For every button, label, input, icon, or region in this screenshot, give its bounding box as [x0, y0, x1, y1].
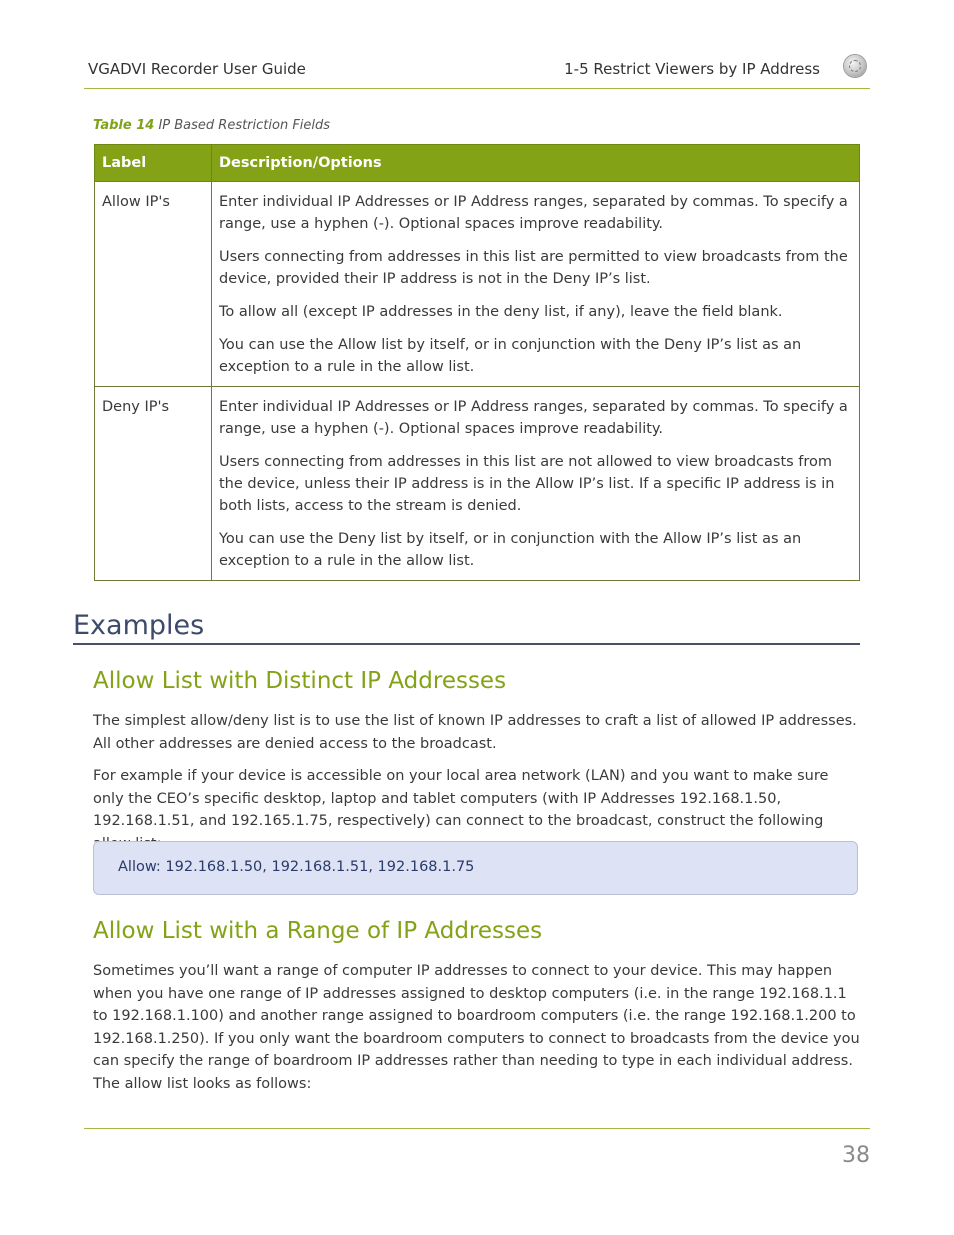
- row-label: Deny IP's: [95, 387, 212, 581]
- section-title: 1-5 Restrict Viewers by IP Address: [564, 60, 820, 78]
- range-paragraph-1: Sometimes you’ll want a range of computer IP addresses to connect to your device. This may happen when you have one range of IP addresses assigned to desktop computers (i.e. in the range 192.168.1.1 to 192.168.1.100) and another range assigned to boardroom computers (i.e. the range 192.168.1.200 to 192.168.1.250). If you only want the boardroom computers to connect to broadcasts from the device you can specify the range of boardroom IP addresses rather than needing to type in each individual address. The allow list looks as follows:: [93, 963, 860, 1092]
- distinct-paragraph-2: For example if your device is accessible on your local area network (LAN) and you want to make sure only the CEO’s specific desktop, laptop and tablet computers (with IP Addresses 192.168.1.50, 192.168.1.51, and 192.165.1.75, respectively) can connect to the broadcast, construct the following: [93, 768, 829, 829]
- column-header-label: Label: [95, 145, 212, 182]
- table-caption-number: Table 14: [93, 118, 155, 133]
- allow-list-code-box: [93, 841, 858, 895]
- page-number: 38: [842, 1143, 870, 1168]
- table-row-allow: [95, 182, 860, 387]
- row-description: [212, 182, 860, 387]
- column-header-description: Description/Options: [212, 145, 860, 182]
- page-header: [84, 52, 870, 89]
- range-heading: Allow List with a Range of IP Addresses: [93, 918, 543, 944]
- distinct-paragraph-1: The simplest allow/deny list is to use the list of known IP addresses to craft a list of allowed IP addresses. All other addresses are denied access to the broadcast.: [93, 713, 857, 752]
- table-header-row: [95, 145, 860, 182]
- page-footer: [84, 1128, 870, 1168]
- description-paragraph: Users connecting from addresses in this list are not allowed to view broadcasts from the device, unless their IP address is in the Allow IP’s list. If a specific IP address is in both lists, access to the stream is denied.: [219, 454, 835, 514]
- document-title: VGADVI Recorder User Guide: [88, 60, 306, 78]
- allow-list-code: Allow: 192.168.1.50, 192.168.1.51, 192.168.1.75: [118, 859, 475, 875]
- description-paragraph: You can use the Deny list by itself, or in conjunction with the Allow IP’s list as an exception to a rule in the allow list.: [219, 531, 802, 569]
- table-row-deny: [95, 387, 860, 581]
- round-silver-logo-icon: [844, 55, 866, 77]
- row-description: [212, 387, 860, 581]
- description-paragraph: You can use the Allow list by itself, or in conjunction with the Deny IP’s list as an exception to a rule in the allow list.: [219, 337, 802, 375]
- description-paragraph: Enter individual IP Addresses or IP Address ranges, separated by commas. To specify a range, use a hyphen (-). Optional spaces improve readability.: [219, 194, 848, 232]
- description-paragraph: Users connecting from addresses in this list are permitted to view broadcasts from the device, provided their IP address is not in the Deny IP’s list.: [219, 249, 848, 287]
- row-label: Allow IP's: [95, 182, 212, 387]
- table-caption-text: IP Based Restriction Fields: [158, 118, 331, 133]
- description-paragraph: Enter individual IP Addresses or IP Address ranges, separated by commas. To specify a range, use a hyphen (-). Optional spaces improve readability.: [219, 399, 848, 437]
- examples-heading: Examples: [73, 610, 860, 645]
- ip-restriction-table: [94, 144, 860, 581]
- description-paragraph: To allow all (except IP addresses in the deny list, if any), leave the field blank.: [219, 304, 783, 320]
- distinct-heading: Allow List with Distinct IP Addresses: [93, 668, 507, 694]
- table-caption: [93, 118, 330, 133]
